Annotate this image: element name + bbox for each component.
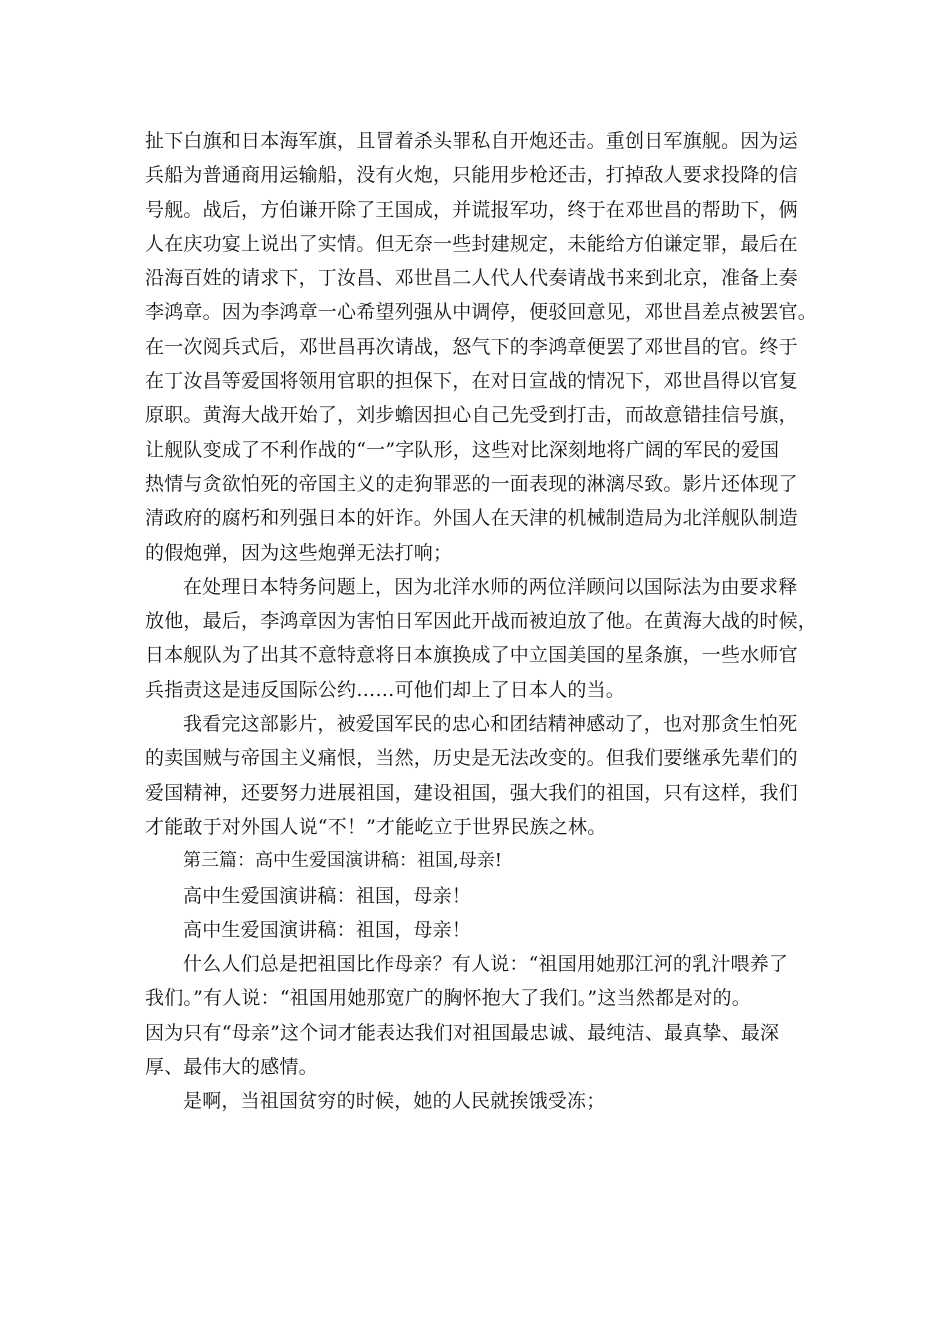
text-line: 厚、最伟大的感情。 (145, 1056, 318, 1079)
paragraph-start-line: 是啊，当祖国贫穷的时候，她的人民就挨饿受冻； (183, 1090, 606, 1113)
text-line: 的卖国贼与帝国主义痛恨，当然，历史是无法改变的。但我们要继承先辈们的 (145, 747, 798, 770)
text-line: 放他，最后，李鸿章因为害怕日军因此开战而被迫放了他。在黄海大战的时候， (145, 610, 818, 633)
text-line: 扯下白旗和日本海军旗，且冒着杀头罪私自开炮还击。重创日军旗舰。因为运 (145, 130, 798, 152)
text-line: 在一次阅兵式后，邓世昌再次请战，怒气下的李鸿章便罢了邓世昌的官。终于 (145, 335, 798, 358)
text-line: 才能敢于对外国人说“不！”才能屹立于世界民族之林。 (145, 815, 607, 838)
paragraph-start-line: 在处理日本特务问题上，因为北洋水师的两位洋顾问以国际法为由要求释 (183, 575, 798, 598)
title-line: 高中生爱国演讲稿：祖国，母亲！ (183, 884, 472, 907)
text-line: 清政府的腐朽和列强日本的奸诈。外国人在天津的机械制造局为北洋舰队制造 (145, 507, 798, 530)
text-line: 兵船为普通商用运输船，没有火炮，只能用步枪还击，打掉敌人要求投降的信 (145, 164, 798, 187)
text-line: 的假炮弹，因为这些炮弹无法打响； (145, 541, 453, 564)
section-heading: 第三篇：高中生爱国演讲稿：祖国,母亲! (183, 850, 502, 872)
document-body (145, 124, 825, 1119)
text-line: 日本舰队为了出其不意特意将日本旗换成了中立国美国的星条旗，一些水师官 (145, 644, 798, 667)
title-line: 高中生爱国演讲稿：祖国，母亲！ (183, 918, 472, 941)
text-line: 热情与贪欲怕死的帝国主义的走狗罪恶的一面表现的淋漓尽致。影片还体现了 (145, 472, 798, 495)
text-line: 我们。”有人说：“祖国用她那宽广的胸怀抱大了我们。”这当然都是对的。 (145, 987, 751, 1010)
paragraph-start-line: 什么人们总是把祖国比作母亲？有人说：“祖国用她那江河的乳汁喂养了 (183, 953, 789, 976)
text-line: 号舰。战后，方伯谦开除了王国成，并谎报军功，终于在邓世昌的帮助下，俩 (145, 198, 798, 221)
text-line: 原职。黄海大战开始了，刘步蟾因担心自己先受到打击，而故意错挂信号旗， (145, 404, 798, 427)
text-line: 李鸿章。因为李鸿章一心希望列强从中调停，便驳回意见，邓世昌差点被罢官。 (145, 301, 818, 324)
text-line: 因为只有“母亲”这个词才能表达我们对祖国最忠诚、最纯洁、最真挚、最深 (145, 1021, 780, 1044)
text-line: 沿海百姓的请求下，丁汝昌、邓世昌二人代人代奏请战书来到北京，准备上奏 (145, 267, 798, 290)
text-line: 人在庆功宴上说出了实情。但无奈一些封建规定，未能给方伯谦定罪，最后在 (145, 232, 798, 255)
text-line: 爱国精神，还要努力进展祖国，建设祖国，强大我们的祖国，只有这样，我们 (145, 781, 798, 804)
text-line: 在丁汝昌等爱国将领用官职的担保下，在对日宣战的情况下，邓世昌得以官复 (145, 370, 798, 393)
text-line: 让舰队变成了不利作战的“一”字队形，这些对比深刻地将广阔的军民的爱国 (145, 438, 780, 461)
text-line: 兵指责这是违反国际公约……可他们却上了日本人的当。 (145, 678, 626, 701)
paragraph-start-line: 我看完这部影片，被爱国军民的忠心和团结精神感动了，也对那贪生怕死 (183, 713, 798, 736)
